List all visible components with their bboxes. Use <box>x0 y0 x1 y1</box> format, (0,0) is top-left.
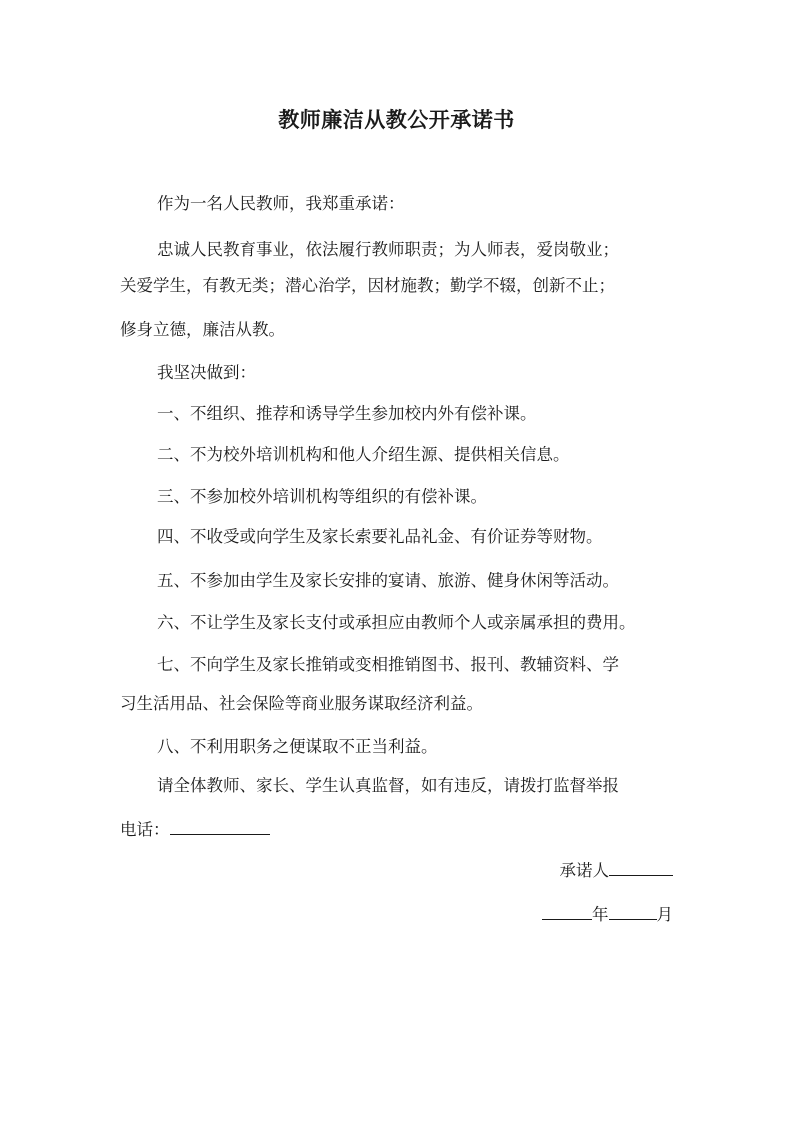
item-3: 三、不参加校外培训机构等组织的有偿补课。 <box>157 487 487 506</box>
item-1: 一、不组织、推荐和诱导学生参加校内外有偿补课。 <box>157 404 537 423</box>
signer-line <box>560 857 674 881</box>
item-5: 五、不参加由学生及家长安排的宴请、旅游、健身休闲等活动。 <box>157 571 619 590</box>
item-7: 七、不向学生及家长推销或变相推销图书、报刊、教辅资料、学 <box>157 655 619 674</box>
item-6: 六、不让学生及家长支付或承担应由教师个人或亲属承担的费用。 <box>157 613 636 632</box>
item-8: 八、不利用职务之便谋取不正当利益。 <box>157 737 438 756</box>
signer-blank <box>609 874 673 876</box>
intro-text: 作为一名人民教师，我郑重承诺： <box>157 194 405 213</box>
pledge-line: 关爱学生，有教无类；潜心治学，因材施教；勤学不辍，创新不止； <box>120 276 615 295</box>
year-blank <box>542 918 592 920</box>
month-blank <box>609 918 657 920</box>
month-label: 月 <box>656 905 673 924</box>
pledge-line: 忠诚人民教育事业，依法履行教师职责；为人师表，爱岗敬业； <box>157 240 619 259</box>
year-label: 年 <box>592 905 609 924</box>
item-2: 二、不为校外培训机构和他人介绍生源、提供相关信息。 <box>157 445 570 464</box>
phone-blank <box>170 833 270 835</box>
document-title: 教师廉洁从教公开承诺书 <box>278 108 515 132</box>
item-7-cont: 习生活用品、社会保险等商业服务谋取经济利益。 <box>120 694 483 713</box>
supervision-text: 请全体教师、家长、学生认真监督，如有违反，请拨打监督举报 <box>157 776 619 795</box>
pledge-line: 修身立德，廉洁从教。 <box>120 320 285 339</box>
phone-label: 电话： <box>120 820 170 839</box>
resolve-text: 我坚决做到： <box>157 363 256 382</box>
item-4: 四、不收受或向学生及家长索要礼品礼金、有价证券等财物。 <box>157 527 603 546</box>
date-line <box>542 901 673 925</box>
signer-label: 承诺人 <box>559 861 609 880</box>
phone-line <box>120 816 270 840</box>
